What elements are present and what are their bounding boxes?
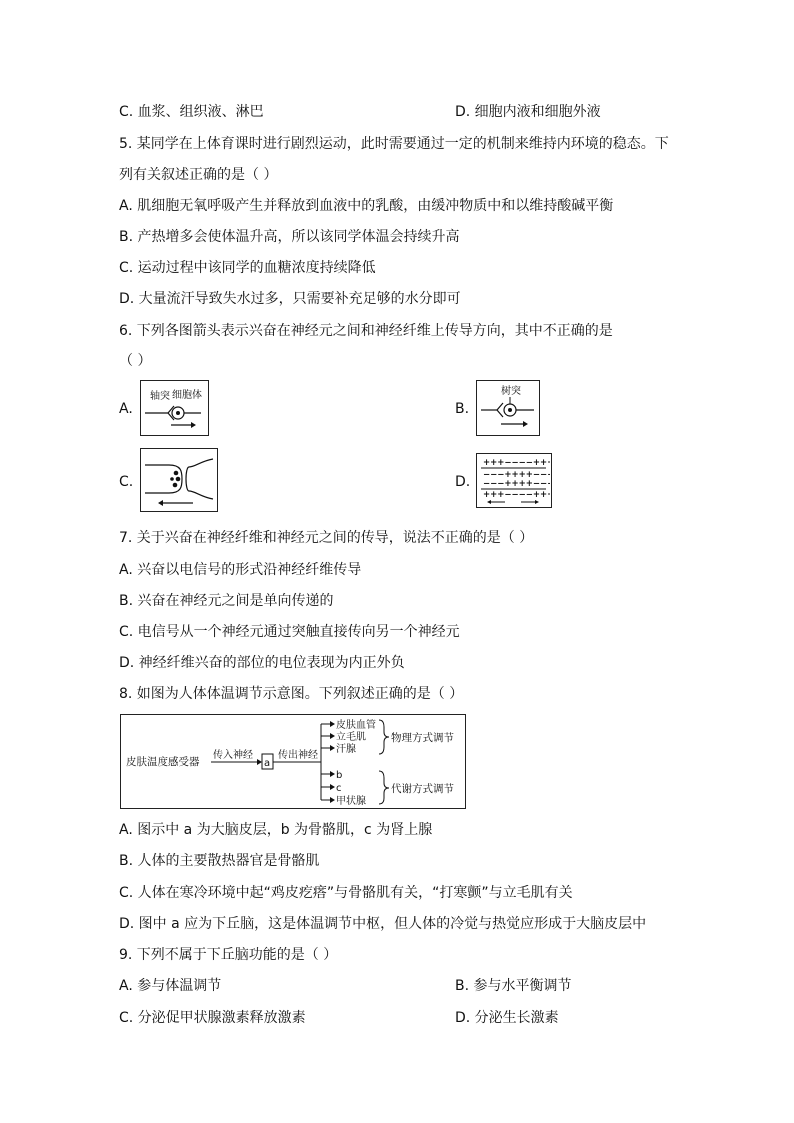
q6-fig-d-row1: +++−−−−+++ (483, 458, 550, 468)
q8-stem: 8. 如图为人体体温调节示意图。下列叙述正确的是（ ） (119, 686, 464, 702)
q8-afferent-label: 传入神经 (213, 750, 253, 761)
q8-target-c: c (336, 783, 342, 794)
q6-stem-line1: 6. 下列各图箭头表示兴奋在神经元之间和神经纤维上传导方向，其中不正确的是 (119, 323, 613, 339)
q8-target-thyroid: 甲状腺 (336, 796, 366, 807)
q7-option-c: C. 电信号从一个神经元通过突触直接传向另一个神经元 (119, 624, 460, 640)
q6-fig-a-soma-label: 细胞体 (172, 390, 202, 401)
q6-label-c: C. (119, 474, 134, 490)
q6-stem-line2: （ ） (119, 353, 152, 369)
q5-option-d: D. 大量流汗导致失水过多，只需要补充足够的水分即可 (119, 291, 461, 307)
q9-option-b: B. 参与水平衡调节 (455, 978, 572, 994)
q5-option-a: A. 肌细胞无氧呼吸产生并释放到血液中的乳酸，由缓冲物质中和以维持酸碱平衡 (119, 198, 614, 214)
q8-target-arrector: 立毛肌 (336, 732, 366, 743)
q8-option-c: C. 人体在寒冷环境中起“鸡皮疙瘩”与骨骼肌有关，“打寒颤”与立毛肌有关 (119, 885, 573, 901)
q7-option-d: D. 神经纤维兴奋的部位的电位表现为内正外负 (119, 655, 405, 671)
q6-figure-a (140, 380, 209, 436)
q5-option-c: C. 运动过程中该同学的血糖浓度持续降低 (119, 260, 376, 276)
q6-fig-d-row4: +++−−−−+++ (483, 490, 550, 500)
q7-stem: 7. 关于兴奋在神经纤维和神经元之间的传导，说法不正确的是（ ） (119, 530, 534, 546)
q5-option-b: B. 产热增多会使体温升高，所以该同学体温会持续升高 (119, 229, 460, 245)
q4-option-d: D. 细胞内液和细胞外液 (455, 104, 601, 120)
q4-option-c: C. 血浆、组织液、淋巴 (119, 104, 264, 120)
q9-option-a: A. 参与体温调节 (119, 978, 222, 994)
q6-label-b: B. (455, 401, 470, 417)
q8-target-sweat-gland: 汗腺 (336, 744, 356, 755)
q9-stem: 9. 下列不属于下丘脑功能的是（ ） (119, 947, 338, 963)
q6-figure-c (140, 448, 218, 512)
q8-receptor: 皮肤温度感受器 (126, 756, 200, 768)
q8-center-a: a (264, 758, 271, 769)
q6-figure-b (476, 380, 540, 436)
q9-option-c: C. 分泌促甲状腺激素释放激素 (119, 1010, 306, 1026)
q8-efferent-label: 传出神经 (278, 750, 318, 761)
q6-fig-b-dendrite-label: 树突 (501, 386, 521, 397)
q6-fig-a-axon-label: 轴突 (150, 391, 170, 402)
q5-stem-line1: 5. 某同学在上体育课时进行剧烈运动，此时需要通过一定的机制来维持内环境的稳态。下 (119, 136, 669, 152)
q6-fig-d-row2: −−−++++−−− (483, 470, 550, 480)
q5-stem-line2: 列有关叙述正确的是（ ） (119, 167, 278, 183)
q8-option-d: D. 图中 a 应为下丘脑，这是体温调节中枢，但人体的冷觉与热觉应形成于大脑皮层中 (119, 916, 647, 932)
q8-option-a: A. 图示中 a 为大脑皮层，b 为骨骼肌，c 为肾上腺 (119, 822, 433, 838)
q8-physical-regulation: 物理方式调节 (391, 732, 454, 744)
q8-option-b: B. 人体的主要散热器官是骨骼肌 (119, 853, 320, 869)
q6-label-a: A. (119, 401, 133, 417)
q9-option-d: D. 分泌生长激素 (455, 1010, 559, 1026)
q6-label-d: D. (455, 474, 471, 490)
q6-fig-d-row3: −−−++++−−− (483, 479, 550, 489)
q8-target-skin-vessels: 皮肤血管 (336, 720, 376, 731)
q8-target-b: b (336, 770, 343, 781)
q6-figure-d (476, 453, 552, 508)
q7-option-a: A. 兴奋以电信号的形式沿神经纤维传导 (119, 562, 362, 578)
q7-option-b: B. 兴奋在神经元之间是单向传递的 (119, 593, 334, 609)
q8-metabolic-regulation: 代谢方式调节 (391, 783, 454, 795)
q8-thermoregulation-diagram (120, 714, 466, 809)
